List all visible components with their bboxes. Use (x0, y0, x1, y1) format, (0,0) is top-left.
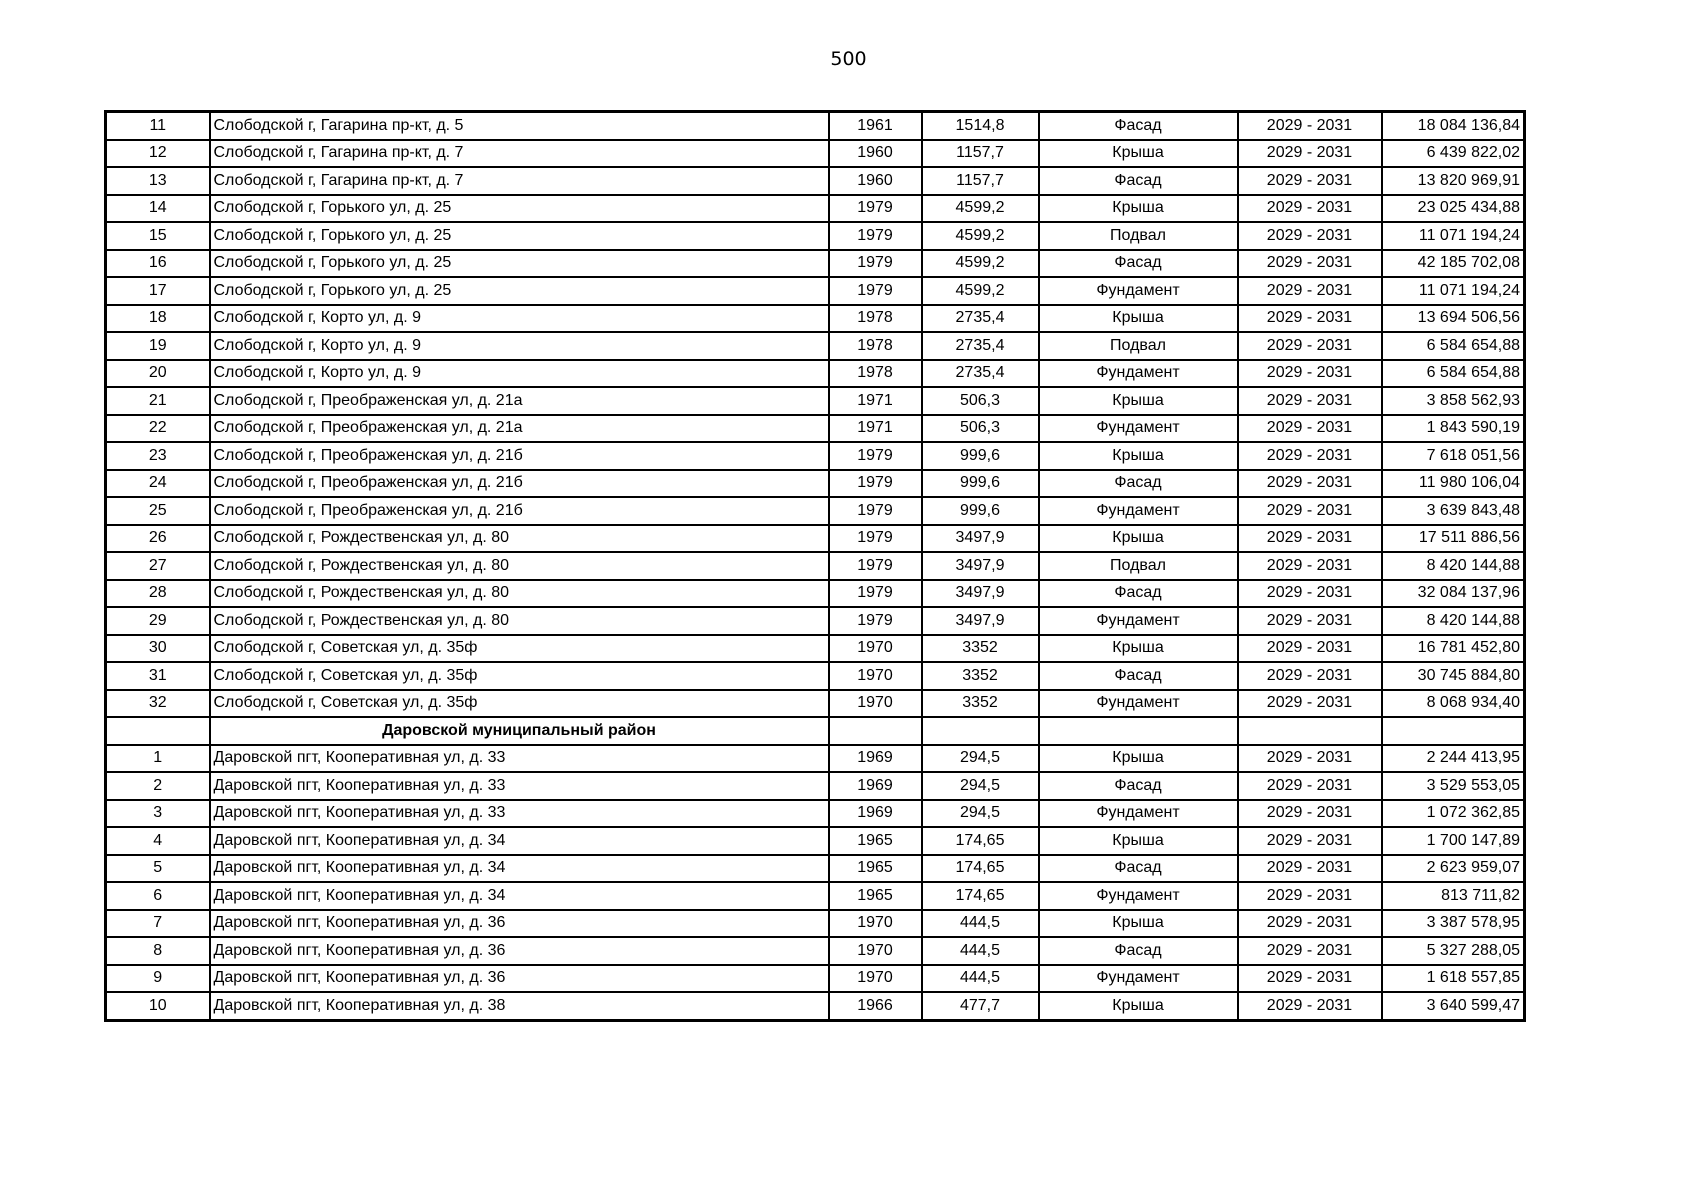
row-number-cell: 24 (106, 470, 210, 498)
cost-cell: 11 980 106,04 (1382, 470, 1525, 498)
work-type-cell: Крыша (1039, 442, 1238, 470)
year-built-cell: 1979 (829, 277, 922, 305)
period-cell: 2029 - 2031 (1238, 882, 1382, 910)
table-row (106, 607, 1525, 635)
cost-cell: 6 439 822,02 (1382, 140, 1525, 168)
year-built-cell: 1969 (829, 800, 922, 828)
table-row (106, 415, 1525, 443)
area-cell: 1157,7 (922, 167, 1039, 195)
address-cell: Слободской г, Советская ул, д. 35ф (210, 635, 829, 663)
address-cell: Даровской пгт, Кооперативная ул, д. 33 (210, 772, 829, 800)
cost-cell: 3 640 599,47 (1382, 992, 1525, 1020)
year-built-cell: 1979 (829, 580, 922, 608)
cost-cell: 11 071 194,24 (1382, 222, 1525, 250)
table-row (106, 140, 1525, 168)
address-cell: Слободской г, Гагарина пр-кт, д. 7 (210, 167, 829, 195)
work-type-cell: Крыша (1039, 745, 1238, 773)
repair-schedule-table (104, 110, 1526, 1022)
table-row (106, 552, 1525, 580)
period-cell: 2029 - 2031 (1238, 470, 1382, 498)
cost-cell: 32 084 137,96 (1382, 580, 1525, 608)
area-cell: 3352 (922, 662, 1039, 690)
year-built-cell: 1979 (829, 250, 922, 278)
empty-cell (829, 717, 922, 745)
row-number-cell: 1 (106, 745, 210, 773)
cost-cell: 3 639 843,48 (1382, 497, 1525, 525)
year-built-cell: 1979 (829, 525, 922, 553)
area-cell: 2735,4 (922, 332, 1039, 360)
row-number-cell: 8 (106, 937, 210, 965)
address-cell: Даровской пгт, Кооперативная ул, д. 33 (210, 745, 829, 773)
year-built-cell: 1960 (829, 167, 922, 195)
row-number-cell: 29 (106, 607, 210, 635)
table-row (106, 772, 1525, 800)
address-cell: Даровской пгт, Кооперативная ул, д. 38 (210, 992, 829, 1020)
row-number-cell: 9 (106, 965, 210, 993)
period-cell: 2029 - 2031 (1238, 387, 1382, 415)
year-built-cell: 1979 (829, 442, 922, 470)
year-built-cell: 1965 (829, 855, 922, 883)
cost-cell: 3 529 553,05 (1382, 772, 1525, 800)
address-cell: Слободской г, Рождественская ул, д. 80 (210, 580, 829, 608)
row-number-cell: 21 (106, 387, 210, 415)
period-cell: 2029 - 2031 (1238, 497, 1382, 525)
address-cell: Слободской г, Корто ул, д. 9 (210, 360, 829, 388)
work-type-cell: Фасад (1039, 470, 1238, 498)
work-type-cell: Фасад (1039, 250, 1238, 278)
address-cell: Слободской г, Гагарина пр-кт, д. 7 (210, 140, 829, 168)
work-type-cell: Фундамент (1039, 607, 1238, 635)
work-type-cell: Крыша (1039, 195, 1238, 223)
cost-cell: 42 185 702,08 (1382, 250, 1525, 278)
period-cell: 2029 - 2031 (1238, 745, 1382, 773)
table-row (106, 910, 1525, 938)
table-row (106, 882, 1525, 910)
work-type-cell: Крыша (1039, 992, 1238, 1020)
table-row (106, 965, 1525, 993)
row-number-cell: 10 (106, 992, 210, 1020)
row-number-cell: 26 (106, 525, 210, 553)
area-cell: 444,5 (922, 910, 1039, 938)
work-type-cell: Фундамент (1039, 415, 1238, 443)
year-built-cell: 1960 (829, 140, 922, 168)
year-built-cell: 1979 (829, 497, 922, 525)
empty-cell (1238, 717, 1382, 745)
work-type-cell: Фундамент (1039, 965, 1238, 993)
table-row (106, 525, 1525, 553)
period-cell: 2029 - 2031 (1238, 690, 1382, 718)
area-cell: 4599,2 (922, 222, 1039, 250)
address-cell: Слободской г, Рождественская ул, д. 80 (210, 552, 829, 580)
year-built-cell: 1979 (829, 195, 922, 223)
period-cell: 2029 - 2031 (1238, 112, 1382, 140)
period-cell: 2029 - 2031 (1238, 222, 1382, 250)
row-number-cell: 11 (106, 112, 210, 140)
cost-cell: 6 584 654,88 (1382, 360, 1525, 388)
work-type-cell: Фундамент (1039, 882, 1238, 910)
work-type-cell: Фундамент (1039, 277, 1238, 305)
table-row (106, 195, 1525, 223)
row-number-cell: 18 (106, 305, 210, 333)
area-cell: 1514,8 (922, 112, 1039, 140)
period-cell: 2029 - 2031 (1238, 305, 1382, 333)
area-cell: 294,5 (922, 772, 1039, 800)
address-cell: Даровской пгт, Кооперативная ул, д. 33 (210, 800, 829, 828)
row-number-cell: 19 (106, 332, 210, 360)
row-number-cell: 12 (106, 140, 210, 168)
year-built-cell: 1979 (829, 470, 922, 498)
area-cell: 477,7 (922, 992, 1039, 1020)
work-type-cell: Фасад (1039, 772, 1238, 800)
period-cell: 2029 - 2031 (1238, 360, 1382, 388)
table-row (106, 800, 1525, 828)
row-number-cell: 28 (106, 580, 210, 608)
year-built-cell: 1978 (829, 332, 922, 360)
area-cell: 294,5 (922, 745, 1039, 773)
empty-cell (106, 717, 210, 745)
address-cell: Даровской пгт, Кооперативная ул, д. 34 (210, 882, 829, 910)
cost-cell: 8 420 144,88 (1382, 607, 1525, 635)
area-cell: 174,65 (922, 855, 1039, 883)
period-cell: 2029 - 2031 (1238, 772, 1382, 800)
period-cell: 2029 - 2031 (1238, 937, 1382, 965)
empty-cell (1382, 717, 1525, 745)
cost-cell: 813 711,82 (1382, 882, 1525, 910)
table-row (106, 470, 1525, 498)
address-cell: Даровской пгт, Кооперативная ул, д. 34 (210, 855, 829, 883)
year-built-cell: 1979 (829, 607, 922, 635)
address-cell: Слободской г, Горького ул, д. 25 (210, 277, 829, 305)
year-built-cell: 1970 (829, 910, 922, 938)
area-cell: 1157,7 (922, 140, 1039, 168)
area-cell: 3497,9 (922, 552, 1039, 580)
area-cell: 3497,9 (922, 580, 1039, 608)
table-row (106, 387, 1525, 415)
work-type-cell: Крыша (1039, 387, 1238, 415)
table-row (106, 580, 1525, 608)
cost-cell: 1 618 557,85 (1382, 965, 1525, 993)
table-row (106, 855, 1525, 883)
address-cell: Слободской г, Гагарина пр-кт, д. 5 (210, 112, 829, 140)
address-cell: Слободской г, Корто ул, д. 9 (210, 332, 829, 360)
area-cell: 3352 (922, 635, 1039, 663)
work-type-cell: Фасад (1039, 580, 1238, 608)
area-cell: 174,65 (922, 882, 1039, 910)
year-built-cell: 1978 (829, 360, 922, 388)
area-cell: 294,5 (922, 800, 1039, 828)
period-cell: 2029 - 2031 (1238, 635, 1382, 663)
table-row (106, 937, 1525, 965)
table-row (106, 827, 1525, 855)
cost-cell: 30 745 884,80 (1382, 662, 1525, 690)
address-cell: Слободской г, Рождественская ул, д. 80 (210, 607, 829, 635)
address-cell: Слободской г, Горького ул, д. 25 (210, 250, 829, 278)
period-cell: 2029 - 2031 (1238, 662, 1382, 690)
cost-cell: 11 071 194,24 (1382, 277, 1525, 305)
row-number-cell: 30 (106, 635, 210, 663)
area-cell: 444,5 (922, 937, 1039, 965)
row-number-cell: 32 (106, 690, 210, 718)
area-cell: 4599,2 (922, 277, 1039, 305)
address-cell: Слободской г, Советская ул, д. 35ф (210, 662, 829, 690)
period-cell: 2029 - 2031 (1238, 415, 1382, 443)
empty-cell (1039, 717, 1238, 745)
row-number-cell: 2 (106, 772, 210, 800)
row-number-cell: 23 (106, 442, 210, 470)
period-cell: 2029 - 2031 (1238, 140, 1382, 168)
row-number-cell: 7 (106, 910, 210, 938)
year-built-cell: 1971 (829, 415, 922, 443)
row-number-cell: 4 (106, 827, 210, 855)
row-number-cell: 20 (106, 360, 210, 388)
row-number-cell: 16 (106, 250, 210, 278)
cost-cell: 8 420 144,88 (1382, 552, 1525, 580)
table-row (106, 250, 1525, 278)
year-built-cell: 1979 (829, 552, 922, 580)
table-row (106, 497, 1525, 525)
period-cell: 2029 - 2031 (1238, 910, 1382, 938)
period-cell: 2029 - 2031 (1238, 580, 1382, 608)
address-cell: Слободской г, Рождественская ул, д. 80 (210, 525, 829, 553)
period-cell: 2029 - 2031 (1238, 552, 1382, 580)
work-type-cell: Крыша (1039, 305, 1238, 333)
work-type-cell: Фасад (1039, 937, 1238, 965)
work-type-cell: Фасад (1039, 167, 1238, 195)
area-cell: 444,5 (922, 965, 1039, 993)
year-built-cell: 1979 (829, 222, 922, 250)
work-type-cell: Крыша (1039, 140, 1238, 168)
year-built-cell: 1965 (829, 882, 922, 910)
work-type-cell: Крыша (1039, 910, 1238, 938)
cost-cell: 2 623 959,07 (1382, 855, 1525, 883)
table-body (106, 112, 1525, 1021)
address-cell: Даровской пгт, Кооперативная ул, д. 34 (210, 827, 829, 855)
cost-cell: 13 820 969,91 (1382, 167, 1525, 195)
work-type-cell: Фундамент (1039, 497, 1238, 525)
table-row (106, 112, 1525, 140)
work-type-cell: Подвал (1039, 552, 1238, 580)
year-built-cell: 1961 (829, 112, 922, 140)
row-number-cell: 22 (106, 415, 210, 443)
period-cell: 2029 - 2031 (1238, 992, 1382, 1020)
row-number-cell: 25 (106, 497, 210, 525)
period-cell: 2029 - 2031 (1238, 800, 1382, 828)
address-cell: Слободской г, Преображенская ул, д. 21б (210, 442, 829, 470)
area-cell: 506,3 (922, 415, 1039, 443)
row-number-cell: 15 (106, 222, 210, 250)
work-type-cell: Фасад (1039, 662, 1238, 690)
period-cell: 2029 - 2031 (1238, 827, 1382, 855)
row-number-cell: 27 (106, 552, 210, 580)
area-cell: 3497,9 (922, 607, 1039, 635)
address-cell: Даровской пгт, Кооперативная ул, д. 36 (210, 965, 829, 993)
cost-cell: 5 327 288,05 (1382, 937, 1525, 965)
table-row (106, 745, 1525, 773)
year-built-cell: 1966 (829, 992, 922, 1020)
area-cell: 4599,2 (922, 250, 1039, 278)
address-cell: Слободской г, Горького ул, д. 25 (210, 222, 829, 250)
table-row (106, 305, 1525, 333)
year-built-cell: 1965 (829, 827, 922, 855)
page-number: 500 (830, 48, 867, 70)
work-type-cell: Фундамент (1039, 690, 1238, 718)
area-cell: 999,6 (922, 497, 1039, 525)
cost-cell: 7 618 051,56 (1382, 442, 1525, 470)
area-cell: 3352 (922, 690, 1039, 718)
period-cell: 2029 - 2031 (1238, 525, 1382, 553)
year-built-cell: 1969 (829, 745, 922, 773)
year-built-cell: 1970 (829, 690, 922, 718)
table-row (106, 277, 1525, 305)
work-type-cell: Крыша (1039, 525, 1238, 553)
cost-cell: 8 068 934,40 (1382, 690, 1525, 718)
table-row (106, 992, 1525, 1020)
section-header-row (106, 717, 1525, 745)
row-number-cell: 6 (106, 882, 210, 910)
year-built-cell: 1971 (829, 387, 922, 415)
period-cell: 2029 - 2031 (1238, 607, 1382, 635)
area-cell: 2735,4 (922, 305, 1039, 333)
cost-cell: 16 781 452,80 (1382, 635, 1525, 663)
year-built-cell: 1969 (829, 772, 922, 800)
table-row (106, 360, 1525, 388)
empty-cell (922, 717, 1039, 745)
year-built-cell: 1978 (829, 305, 922, 333)
address-cell: Слободской г, Советская ул, д. 35ф (210, 690, 829, 718)
work-type-cell: Подвал (1039, 332, 1238, 360)
row-number-cell: 5 (106, 855, 210, 883)
address-cell: Слободской г, Преображенская ул, д. 21а (210, 387, 829, 415)
address-cell: Слободской г, Корто ул, д. 9 (210, 305, 829, 333)
cost-cell: 3 858 562,93 (1382, 387, 1525, 415)
row-number-cell: 17 (106, 277, 210, 305)
cost-cell: 1 072 362,85 (1382, 800, 1525, 828)
table-row (106, 690, 1525, 718)
cost-cell: 2 244 413,95 (1382, 745, 1525, 773)
year-built-cell: 1970 (829, 937, 922, 965)
cost-cell: 17 511 886,56 (1382, 525, 1525, 553)
work-type-cell: Крыша (1039, 635, 1238, 663)
area-cell: 3497,9 (922, 525, 1039, 553)
area-cell: 174,65 (922, 827, 1039, 855)
area-cell: 999,6 (922, 442, 1039, 470)
area-cell: 999,6 (922, 470, 1039, 498)
period-cell: 2029 - 2031 (1238, 442, 1382, 470)
year-built-cell: 1970 (829, 965, 922, 993)
cost-cell: 1 843 590,19 (1382, 415, 1525, 443)
cost-cell: 13 694 506,56 (1382, 305, 1525, 333)
address-cell: Даровской пгт, Кооперативная ул, д. 36 (210, 910, 829, 938)
address-cell: Слободской г, Горького ул, д. 25 (210, 195, 829, 223)
work-type-cell: Крыша (1039, 827, 1238, 855)
cost-cell: 18 084 136,84 (1382, 112, 1525, 140)
area-cell: 2735,4 (922, 360, 1039, 388)
table-row (106, 167, 1525, 195)
year-built-cell: 1970 (829, 662, 922, 690)
address-cell: Слободской г, Преображенская ул, д. 21а (210, 415, 829, 443)
work-type-cell: Подвал (1039, 222, 1238, 250)
cost-cell: 6 584 654,88 (1382, 332, 1525, 360)
work-type-cell: Фасад (1039, 855, 1238, 883)
row-number-cell: 13 (106, 167, 210, 195)
cost-cell: 1 700 147,89 (1382, 827, 1525, 855)
area-cell: 506,3 (922, 387, 1039, 415)
work-type-cell: Фасад (1039, 112, 1238, 140)
period-cell: 2029 - 2031 (1238, 250, 1382, 278)
cost-cell: 3 387 578,95 (1382, 910, 1525, 938)
work-type-cell: Фундамент (1039, 360, 1238, 388)
period-cell: 2029 - 2031 (1238, 195, 1382, 223)
row-number-cell: 3 (106, 800, 210, 828)
work-type-cell: Фундамент (1039, 800, 1238, 828)
address-cell: Даровской пгт, Кооперативная ул, д. 36 (210, 937, 829, 965)
table-row (106, 332, 1525, 360)
table-row (106, 635, 1525, 663)
section-title: Даровской муниципальный район (210, 717, 829, 745)
address-cell: Слободской г, Преображенская ул, д. 21б (210, 470, 829, 498)
period-cell: 2029 - 2031 (1238, 332, 1382, 360)
period-cell: 2029 - 2031 (1238, 167, 1382, 195)
row-number-cell: 31 (106, 662, 210, 690)
period-cell: 2029 - 2031 (1238, 277, 1382, 305)
row-number-cell: 14 (106, 195, 210, 223)
area-cell: 4599,2 (922, 195, 1039, 223)
table-row (106, 442, 1525, 470)
year-built-cell: 1970 (829, 635, 922, 663)
period-cell: 2029 - 2031 (1238, 965, 1382, 993)
address-cell: Слободской г, Преображенская ул, д. 21б (210, 497, 829, 525)
table-row (106, 222, 1525, 250)
table-row (106, 662, 1525, 690)
period-cell: 2029 - 2031 (1238, 855, 1382, 883)
cost-cell: 23 025 434,88 (1382, 195, 1525, 223)
